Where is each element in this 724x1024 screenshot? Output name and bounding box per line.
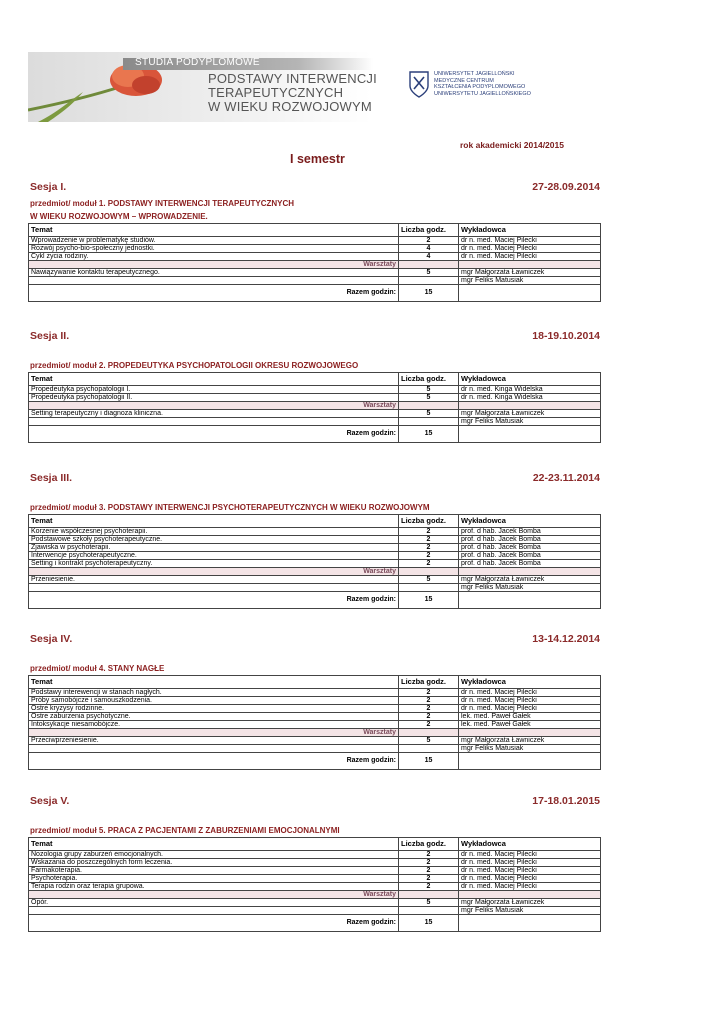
session-block xyxy=(30,181,600,302)
lecturer-cell: mgr Małgorzata Ławniczek xyxy=(459,737,601,745)
table-row xyxy=(29,867,601,875)
lecturer-cell: prof. d hab. Jacek Bomba xyxy=(459,552,601,560)
total-row xyxy=(29,915,601,932)
session-block xyxy=(30,472,600,609)
table-header-row xyxy=(29,838,601,851)
hours-cell xyxy=(399,907,459,915)
total-row xyxy=(29,753,601,770)
lecturer-cell: mgr Małgorzata Ławniczek xyxy=(459,410,601,418)
lecturer-cell: dr n. med. Maciej Pilecki xyxy=(459,859,601,867)
hours-cell: 2 xyxy=(399,859,459,867)
hours-cell: 2 xyxy=(399,713,459,721)
lecturer-cell: mgr Małgorzata Ławniczek xyxy=(459,576,601,584)
session-header xyxy=(30,181,600,197)
uni-line-1: UNIWERSYTET JAGIELLOŃSKI xyxy=(434,71,515,77)
total-row xyxy=(29,592,601,609)
total-label: Razem godzin: xyxy=(29,592,399,609)
topic-cell xyxy=(29,277,399,285)
uni-line-4: UNIWERSYTETU JAGIELLOŃSKIEGO xyxy=(434,90,531,97)
table-row xyxy=(29,544,601,552)
subject-spacer xyxy=(30,488,600,501)
table-row xyxy=(29,237,601,245)
lecturer-cell: lek. med. Paweł Gałek xyxy=(459,713,601,721)
workshops-row xyxy=(29,568,601,576)
topic-cell: Korzenie współczesnej psychoterapii. xyxy=(29,528,399,536)
hours-cell: 5 xyxy=(399,899,459,907)
topic-cell: Ostre zaburzenia psychotyczne. xyxy=(29,713,399,721)
table-row xyxy=(29,418,601,426)
topic-cell xyxy=(29,907,399,915)
topic-cell: Terapia rodzin oraz terapia grupowa. xyxy=(29,883,399,891)
session-date: 18-19.10.2014 xyxy=(532,330,600,342)
topic-cell xyxy=(29,584,399,592)
subject-line: przedmiot/ moduł 1. PODSTAWY INTERWENCJI TERAPEUTYCZNYCH xyxy=(30,199,295,208)
table-row xyxy=(29,713,601,721)
col-hours-header: Liczba godz. xyxy=(399,373,459,386)
col-topic-header: Temat xyxy=(29,373,399,386)
hours-cell xyxy=(399,418,459,426)
topic-cell: Przeniesienie. xyxy=(29,576,399,584)
table-row xyxy=(29,584,601,592)
semester-title: I semestr xyxy=(290,152,345,166)
hours-cell: 5 xyxy=(399,576,459,584)
topic-cell: Propedeutyka psychopatologii I. xyxy=(29,386,399,394)
workshops-row xyxy=(29,891,601,899)
lecturer-cell: dr n. med. Maciej Pilecki xyxy=(459,875,601,883)
table-row xyxy=(29,394,601,402)
topic-cell: Propedeutyka psychopatologii II. xyxy=(29,394,399,402)
total-hours: 15 xyxy=(399,592,459,609)
col-hours-header: Liczba godz. xyxy=(399,838,459,851)
workshops-lecturer-cell xyxy=(459,402,601,410)
hours-cell xyxy=(399,745,459,753)
session-header xyxy=(30,472,600,488)
table-row xyxy=(29,737,601,745)
title-line-3: W WIEKU ROZWOJOWYM xyxy=(208,99,372,114)
col-hours-header: Liczba godz. xyxy=(399,515,459,528)
lecturer-cell: dr n. med. Maciej Pilecki xyxy=(459,705,601,713)
total-empty-cell xyxy=(459,285,601,302)
session-header xyxy=(30,795,600,811)
lecturer-cell: dr n. med. Maciej Pilecki xyxy=(459,883,601,891)
total-label: Razem godzin: xyxy=(29,753,399,770)
table-header-row xyxy=(29,676,601,689)
hours-cell: 5 xyxy=(399,394,459,402)
lecturer-cell: dr n. med. Kinga Widelska xyxy=(459,394,601,402)
title-line-1: PODSTAWY INTERWENCJI xyxy=(208,71,377,86)
hours-cell: 2 xyxy=(399,883,459,891)
workshops-row xyxy=(29,729,601,737)
col-topic-header: Temat xyxy=(29,676,399,689)
hours-cell: 4 xyxy=(399,253,459,261)
total-hours: 15 xyxy=(399,426,459,443)
subject-spacer xyxy=(30,649,600,662)
hours-cell: 2 xyxy=(399,544,459,552)
hours-cell: 2 xyxy=(399,560,459,568)
table-row xyxy=(29,253,601,261)
uni-line-3: KSZTAŁCENIA PODYPLOMOWEGO xyxy=(434,84,526,91)
lecturer-cell: mgr Feliks Matusiak xyxy=(459,745,601,753)
workshops-hours-cell xyxy=(399,891,459,899)
table-row xyxy=(29,269,601,277)
workshops-label: Warsztaty xyxy=(29,402,399,410)
table-row xyxy=(29,875,601,883)
table-row xyxy=(29,245,601,253)
topic-cell: Wprowadzenie w problematykę studiów. xyxy=(29,237,399,245)
hours-cell: 5 xyxy=(399,410,459,418)
session-name: Sesja V. xyxy=(30,795,70,807)
topic-cell: Interwencje psychoterapeutyczne. xyxy=(29,552,399,560)
lecturer-cell: dr n. med. Maciej Pilecki xyxy=(459,689,601,697)
table-row xyxy=(29,552,601,560)
topic-cell: Psychoterapia. xyxy=(29,875,399,883)
topic-cell: Nozologia grupy zaburzeń emocjonalnych. xyxy=(29,851,399,859)
session-name: Sesja I. xyxy=(30,181,67,193)
title-line-2: TERAPEUTYCZNYCH xyxy=(208,85,344,100)
session-name: Sesja IV. xyxy=(30,633,73,645)
table-row xyxy=(29,907,601,915)
table-row xyxy=(29,410,601,418)
workshops-lecturer-cell xyxy=(459,729,601,737)
topic-cell: Zjawiska w psychoterapii. xyxy=(29,544,399,552)
lecturer-cell: prof. d hab. Jacek Bomba xyxy=(459,528,601,536)
workshops-hours-cell xyxy=(399,402,459,410)
hours-cell: 2 xyxy=(399,528,459,536)
subject-spacer xyxy=(30,811,600,824)
topic-cell xyxy=(29,745,399,753)
session-block xyxy=(30,330,600,443)
table-row xyxy=(29,899,601,907)
lecturer-cell: mgr Małgorzata Ławniczek xyxy=(459,269,601,277)
col-topic-header: Temat xyxy=(29,515,399,528)
topic-cell: Nawiązywanie kontaktu terapeutycznego. xyxy=(29,269,399,277)
workshops-label: Warsztaty xyxy=(29,729,399,737)
schedule-table xyxy=(28,837,601,932)
hours-cell: 2 xyxy=(399,552,459,560)
table-row xyxy=(29,721,601,729)
lecturer-cell: dr n. med. Maciej Pilecki xyxy=(459,867,601,875)
col-topic-header: Temat xyxy=(29,224,399,237)
hours-cell: 2 xyxy=(399,705,459,713)
topic-cell: Intoksykacje niesamobójcze. xyxy=(29,721,399,729)
col-lecturer-header: Wykładowca xyxy=(459,676,601,689)
lecturer-cell: dr n. med. Maciej Pilecki xyxy=(459,237,601,245)
topic-cell: Cykl życia rodziny. xyxy=(29,253,399,261)
table-header-row xyxy=(29,373,601,386)
total-hours: 15 xyxy=(399,915,459,932)
subject-line: przedmiot/ moduł 3. PODSTAWY INTERWENCJI PSYCHOTERAPEUTYCZNYCH W WIEKU ROZWOJOWYM xyxy=(30,503,430,512)
topic-cell: Setting i kontrakt psychoterapeutyczny. xyxy=(29,560,399,568)
university-crest-icon xyxy=(408,70,430,98)
hours-cell: 5 xyxy=(399,737,459,745)
total-empty-cell xyxy=(459,592,601,609)
hours-cell: 2 xyxy=(399,237,459,245)
program-label: STUDIA PODYPLOMOWE xyxy=(135,57,260,68)
schedule-table xyxy=(28,675,601,770)
university-name xyxy=(434,71,531,97)
workshops-label: Warsztaty xyxy=(29,261,399,269)
topic-cell: Opór. xyxy=(29,899,399,907)
hours-cell: 2 xyxy=(399,867,459,875)
table-row xyxy=(29,689,601,697)
program-strip xyxy=(123,58,373,70)
session-block xyxy=(30,795,600,932)
subject-spacer xyxy=(30,346,600,359)
schedule-table xyxy=(28,372,601,443)
col-lecturer-header: Wykładowca xyxy=(459,224,601,237)
table-row xyxy=(29,745,601,753)
topic-cell: Podstawy interewencji w stanach nagłych. xyxy=(29,689,399,697)
session-date: 22-23.11.2014 xyxy=(532,472,600,484)
session-date: 27-28.09.2014 xyxy=(532,181,600,193)
hours-cell: 4 xyxy=(399,245,459,253)
hours-cell: 2 xyxy=(399,697,459,705)
total-label: Razem godzin: xyxy=(29,426,399,443)
col-lecturer-header: Wykładowca xyxy=(459,373,601,386)
table-row xyxy=(29,277,601,285)
table-row xyxy=(29,386,601,394)
hours-cell: 2 xyxy=(399,536,459,544)
hours-cell xyxy=(399,584,459,592)
topic-cell: Ostre kryzysy rodzinne. xyxy=(29,705,399,713)
total-empty-cell xyxy=(459,426,601,443)
hours-cell: 2 xyxy=(399,689,459,697)
topic-cell xyxy=(29,418,399,426)
academic-year: rok akademicki 2014/2015 xyxy=(460,140,564,150)
hours-cell: 2 xyxy=(399,851,459,859)
lecturer-cell: dr n. med. Maciej Pilecki xyxy=(459,253,601,261)
topic-cell: Rozwój psycho-bio-społeczny jednostki. xyxy=(29,245,399,253)
session-header xyxy=(30,330,600,346)
session-header xyxy=(30,633,600,649)
topic-cell: Setting terapeutyczny i diagnoza kliniczna. xyxy=(29,410,399,418)
lecturer-cell: dr n. med. Maciej Pilecki xyxy=(459,697,601,705)
lecturer-cell: prof. d hab. Jacek Bomba xyxy=(459,536,601,544)
header-banner xyxy=(28,52,600,122)
session-name: Sesja II. xyxy=(30,330,70,342)
subject-line: W WIEKU ROZWOJOWYM – WPROWADZENIE. xyxy=(30,212,208,221)
table-row xyxy=(29,697,601,705)
lecturer-cell: dr n. med. Maciej Pilecki xyxy=(459,851,601,859)
subject-line: przedmiot/ moduł 2. PROPEDEUTYKA PSYCHOPATOLOGII OKRESU ROZWOJOWEGO xyxy=(30,361,359,370)
workshops-row xyxy=(29,402,601,410)
hours-cell: 2 xyxy=(399,721,459,729)
subject-line: przedmiot/ moduł 4. STANY NAGŁE xyxy=(30,664,165,673)
hours-cell xyxy=(399,277,459,285)
session-block xyxy=(30,633,600,770)
workshops-lecturer-cell xyxy=(459,261,601,269)
lecturer-cell: dr n. med. Maciej Pilecki xyxy=(459,245,601,253)
col-topic-header: Temat xyxy=(29,838,399,851)
topic-cell: Próby samobójcze i samouszkodzenia. xyxy=(29,697,399,705)
total-empty-cell xyxy=(459,753,601,770)
lecturer-cell: mgr Feliks Matusiak xyxy=(459,907,601,915)
workshops-label: Warsztaty xyxy=(29,891,399,899)
session-date: 13-14.12.2014 xyxy=(532,633,600,645)
uni-line-2: MEDYCZNE CENTRUM xyxy=(434,77,494,84)
subject-line: przedmiot/ moduł 5. PRACA Z PACJENTAMI Z ZABURZENIAMI EMOCJONALNYMI xyxy=(30,826,340,835)
workshops-hours-cell xyxy=(399,568,459,576)
total-empty-cell xyxy=(459,915,601,932)
topic-cell: Podstawowe szkoły psychoterapeutyczne. xyxy=(29,536,399,544)
col-lecturer-header: Wykładowca xyxy=(459,515,601,528)
table-header-row xyxy=(29,515,601,528)
workshops-hours-cell xyxy=(399,261,459,269)
lecturer-cell: mgr Małgorzata Ławniczek xyxy=(459,899,601,907)
topic-cell: Przeciwprzeniesienie. xyxy=(29,737,399,745)
lecturer-cell: lek. med. Paweł Gałek xyxy=(459,721,601,729)
col-lecturer-header: Wykładowca xyxy=(459,838,601,851)
hours-cell: 5 xyxy=(399,386,459,394)
lecturer-cell: prof. d hab. Jacek Bomba xyxy=(459,544,601,552)
total-label: Razem godzin: xyxy=(29,285,399,302)
topic-cell: Farmakoterapia. xyxy=(29,867,399,875)
table-row xyxy=(29,859,601,867)
workshops-label: Warsztaty xyxy=(29,568,399,576)
lecturer-cell: mgr Feliks Matusiak xyxy=(459,277,601,285)
table-row xyxy=(29,851,601,859)
table-row xyxy=(29,536,601,544)
col-hours-header: Liczba godz. xyxy=(399,224,459,237)
total-row xyxy=(29,285,601,302)
workshops-lecturer-cell xyxy=(459,891,601,899)
table-row xyxy=(29,705,601,713)
topic-cell: Wskazania do poszczególnych form leczenia. xyxy=(29,859,399,867)
hours-cell: 2 xyxy=(399,875,459,883)
hours-cell: 5 xyxy=(399,269,459,277)
lecturer-cell: mgr Feliks Matusiak xyxy=(459,584,601,592)
table-header-row xyxy=(29,224,601,237)
total-label: Razem godzin: xyxy=(29,915,399,932)
total-row xyxy=(29,426,601,443)
col-hours-header: Liczba godz. xyxy=(399,676,459,689)
workshops-row xyxy=(29,261,601,269)
table-row xyxy=(29,528,601,536)
session-date: 17-18.01.2015 xyxy=(532,795,600,807)
lecturer-cell: mgr Feliks Matusiak xyxy=(459,418,601,426)
table-row xyxy=(29,883,601,891)
lecturer-cell: dr n. med. Kinga Widelska xyxy=(459,386,601,394)
session-name: Sesja III. xyxy=(30,472,73,484)
total-hours: 15 xyxy=(399,753,459,770)
lecturer-cell: prof. d hab. Jacek Bomba xyxy=(459,560,601,568)
workshops-hours-cell xyxy=(399,729,459,737)
workshops-lecturer-cell xyxy=(459,568,601,576)
schedule-table xyxy=(28,514,601,609)
schedule-table xyxy=(28,223,601,302)
total-hours: 15 xyxy=(399,285,459,302)
table-row xyxy=(29,576,601,584)
table-row xyxy=(29,560,601,568)
